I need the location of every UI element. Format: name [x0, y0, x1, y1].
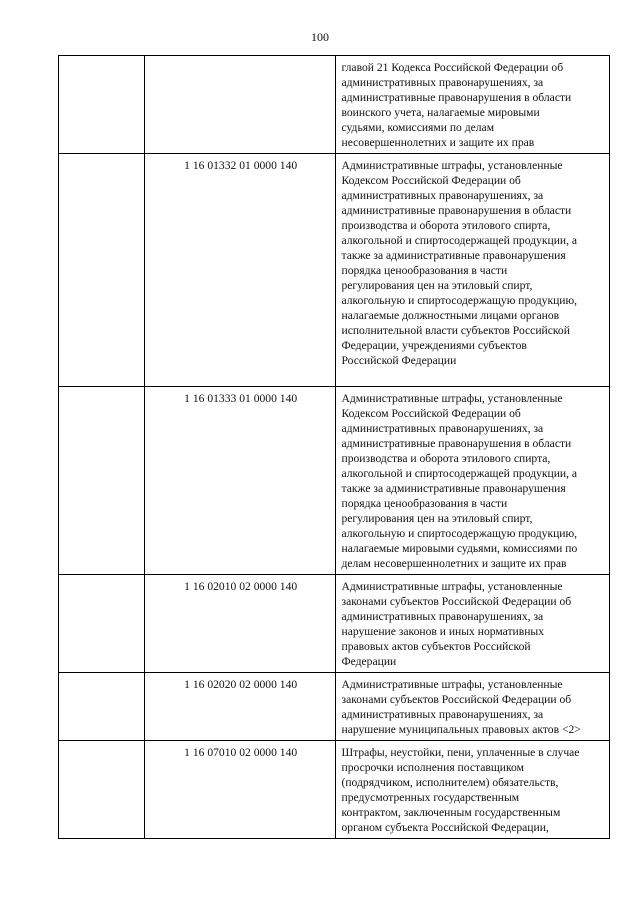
description-line: административные правонарушения в области — [341, 437, 572, 450]
table-row — [59, 673, 610, 741]
description-cell — [336, 154, 610, 387]
description-line — [341, 368, 605, 383]
description-line: административных правонарушениях, за — [341, 610, 544, 623]
description-line: контрактом, заключенным государственным — [341, 806, 561, 819]
description-line: административных правонарушениях, за — [341, 76, 544, 89]
description-line: административные правонарушения в области — [341, 204, 572, 217]
description-line: Административные штрафы, установленные — [341, 392, 563, 405]
description-cell — [336, 575, 610, 673]
description-line: Административные штрафы, установленные — [341, 159, 563, 172]
empty-cell — [59, 387, 145, 575]
table-row — [59, 56, 610, 154]
description-line: налагаемые должностными лицами органов — [341, 309, 560, 322]
description-line: делам несовершеннолетних и защите их прав — [341, 557, 567, 570]
description-line: административные правонарушения в области — [341, 91, 572, 104]
description-line: несовершеннолетних и защите их прав — [341, 136, 535, 149]
description-line: законами субъектов Российской Федерации об — [341, 693, 572, 706]
table-row — [59, 741, 610, 839]
budget-code-cell — [144, 56, 336, 154]
description-line: производства и оборота этилового спирта, — [341, 452, 551, 465]
description-line: Кодексом Российской Федерации об — [341, 174, 521, 187]
description-cell — [336, 387, 610, 575]
description-line: также за административные правонарушения — [341, 482, 566, 495]
page-number: 100 — [311, 30, 329, 44]
empty-cell — [59, 673, 145, 741]
description-line: судьями, комиссиями по делам — [341, 121, 495, 134]
budget-code-cell: 1 16 07010 02 0000 140 — [144, 741, 336, 839]
description-line: также за административные правонарушения — [341, 249, 566, 262]
description-line: Федерации — [341, 655, 397, 668]
empty-cell — [59, 575, 145, 673]
description-line: Административные штрафы, установленные — [341, 580, 563, 593]
budget-code-cell: 1 16 01332 01 0000 140 — [144, 154, 336, 387]
description-line: Штрафы, неустойки, пени, уплаченные в случае — [341, 746, 580, 759]
description-line: Административные штрафы, установленные — [341, 678, 563, 691]
empty-cell — [59, 741, 145, 839]
description-line: главой 21 Кодекса Российской Федерации об — [341, 61, 564, 74]
description-cell — [336, 741, 610, 839]
budget-code-cell: 1 16 02010 02 0000 140 — [144, 575, 336, 673]
description-line: исполнительной власти субъектов Российской — [341, 324, 570, 337]
empty-cell — [59, 56, 145, 154]
description-line: порядка ценообразования в части — [341, 497, 508, 510]
description-line: регулирования цен на этиловый спирт, — [341, 512, 533, 525]
description-line: предусмотренных государственным — [341, 791, 520, 804]
description-line: правовых актов субъектов Российской — [341, 640, 531, 653]
table-row — [59, 154, 610, 387]
budget-code-cell: 1 16 02020 02 0000 140 — [144, 673, 336, 741]
description-cell — [336, 673, 610, 741]
empty-cell — [59, 154, 145, 387]
description-line: (подрядчиком, исполнителем) обязательств, — [341, 776, 559, 789]
description-line: алкогольную и спиртосодержащую продукцию, — [341, 294, 578, 307]
description-line: порядка ценообразования в части — [341, 264, 508, 277]
budget-code-cell: 1 16 01333 01 0000 140 — [144, 387, 336, 575]
table-row — [59, 387, 610, 575]
budget-codes-table — [58, 55, 610, 839]
description-line: налагаемые мировыми судьями, комиссиями по — [341, 542, 578, 555]
description-line: алкогольную и спиртосодержащую продукцию, — [341, 527, 578, 540]
description-line: воинского учета, налагаемые мировыми — [341, 106, 540, 119]
description-line: нарушение муниципальных правовых актов <2> — [341, 723, 581, 736]
table-row — [59, 575, 610, 673]
description-line: просрочки исполнения поставщиком — [341, 761, 524, 774]
table-body — [59, 56, 610, 839]
description-line: алкогольной и спиртосодержащей продукции, а — [341, 467, 578, 480]
description-line: алкогольной и спиртосодержащей продукции, а — [341, 234, 578, 247]
description-cell — [336, 56, 610, 154]
description-line: административных правонарушениях, за — [341, 422, 544, 435]
description-line: административных правонарушениях, за — [341, 189, 544, 202]
description-line: производства и оборота этилового спирта, — [341, 219, 551, 232]
description-line: регулирования цен на этиловый спирт, — [341, 279, 533, 292]
description-line: Кодексом Российской Федерации об — [341, 407, 521, 420]
description-line: административных правонарушениях, за — [341, 708, 544, 721]
description-line: законами субъектов Российской Федерации об — [341, 595, 572, 608]
description-line: нарушение законов и иных нормативных — [341, 625, 545, 638]
description-line: органом субъекта Российской Федерации, — [341, 821, 549, 834]
description-line: Российской Федерации — [341, 354, 457, 367]
description-line: Федерации, учреждениями субъектов — [341, 339, 527, 352]
